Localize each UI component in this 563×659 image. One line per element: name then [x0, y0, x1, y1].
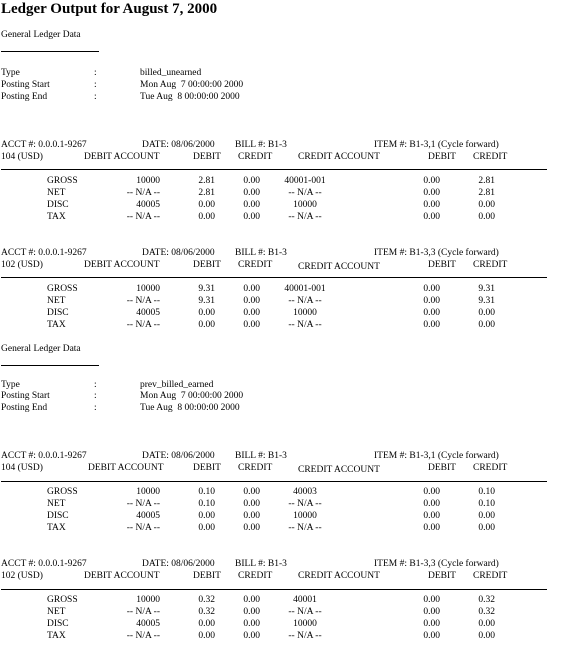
credit-cell: 0.00	[243, 631, 260, 641]
entry-type-cell: NET	[47, 499, 66, 509]
item-number: ITEM #: B1-3,1 (Cycle forward)	[374, 451, 499, 461]
debit-header: DEBIT	[193, 571, 221, 581]
posting-start-value: Mon Aug 7 00:00:00 2000	[140, 80, 244, 90]
colon: :	[94, 92, 97, 102]
account-number: ACCT #: 0.0.0.1-9267	[1, 140, 87, 150]
debit-cell: 0.00	[423, 595, 440, 605]
credit-cell: 0.00	[243, 523, 260, 533]
debit-account-cell: -- N/A --	[126, 188, 160, 198]
credit-cell: 0.00	[478, 212, 495, 222]
credit-header: CREDIT	[473, 152, 508, 162]
debit-cell: 0.00	[198, 308, 215, 318]
type-value: billed_unearned	[140, 68, 202, 78]
entry-date: DATE: 08/06/2000	[142, 248, 215, 258]
debit-account-cell: 10000	[136, 176, 160, 186]
debit-cell: 0.32	[198, 595, 215, 605]
type-label: Type	[1, 68, 20, 78]
debit-cell: 0.00	[423, 619, 440, 629]
entry-type-cell: DISC	[47, 511, 69, 521]
page-title: Ledger Output for August 7, 2000	[1, 1, 218, 17]
entry-type-cell: TAX	[47, 631, 66, 641]
item-number: ITEM #: B1-3,1 (Cycle forward)	[374, 140, 499, 150]
debit-account-cell: 40005	[136, 200, 160, 210]
posting-start-label: Posting Start	[1, 391, 50, 401]
colon: :	[94, 403, 97, 413]
debit-cell: 0.32	[198, 607, 215, 617]
credit-account-header: CREDIT ACCOUNT	[298, 152, 380, 162]
debit-account-cell: 40005	[136, 511, 160, 521]
credit-account-cell: 40001-001	[284, 284, 326, 294]
bill-number: BILL #: B1-3	[235, 451, 287, 461]
debit-account-cell: 40005	[136, 619, 160, 629]
credit-cell: 0.00	[243, 320, 260, 330]
credit-cell: 2.81	[478, 188, 495, 198]
account-number: ACCT #: 0.0.0.1-9267	[1, 559, 87, 569]
debit-cell: 0.00	[423, 308, 440, 318]
debit-account-cell: -- N/A --	[126, 212, 160, 222]
currency-code: 104 (USD)	[1, 152, 43, 162]
credit-cell: 0.00	[243, 511, 260, 521]
credit-header: CREDIT	[238, 571, 273, 581]
debit-cell: 2.81	[198, 176, 215, 186]
credit-account-cell: 40003	[293, 487, 317, 497]
debit-cell: 0.00	[423, 631, 440, 641]
entry-type-cell: GROSS	[47, 176, 78, 186]
credit-cell: 2.81	[478, 176, 495, 186]
debit-header: DEBIT	[428, 571, 456, 581]
credit-account-cell: 10000	[293, 308, 317, 318]
debit-cell: 0.00	[423, 320, 440, 330]
credit-account-cell: -- N/A --	[288, 296, 322, 306]
debit-account-header: DEBIT ACCOUNT	[88, 463, 164, 473]
credit-cell: 0.10	[478, 487, 495, 497]
credit-header: CREDIT	[238, 152, 273, 162]
debit-account-cell: 10000	[136, 487, 160, 497]
account-number: ACCT #: 0.0.0.1-9267	[1, 248, 87, 258]
debit-cell: 9.31	[198, 296, 215, 306]
credit-account-header: CREDIT ACCOUNT	[298, 465, 380, 475]
debit-account-cell: 10000	[136, 284, 160, 294]
entry-type-cell: TAX	[47, 212, 66, 222]
debit-cell: 0.00	[423, 523, 440, 533]
credit-cell: 0.00	[243, 595, 260, 605]
posting-end-label: Posting End	[1, 92, 48, 102]
debit-cell: 0.00	[198, 212, 215, 222]
credit-header: CREDIT	[473, 571, 508, 581]
debit-cell: 9.31	[198, 284, 215, 294]
credit-cell: 0.00	[243, 284, 260, 294]
debit-header: DEBIT	[428, 463, 456, 473]
credit-account-cell: 10000	[293, 200, 317, 210]
debit-account-header: DEBIT ACCOUNT	[84, 260, 160, 270]
credit-account-header: CREDIT ACCOUNT	[298, 262, 380, 272]
debit-cell: 0.00	[198, 511, 215, 521]
currency-code: 102 (USD)	[1, 571, 43, 581]
entry-type-cell: NET	[47, 188, 66, 198]
section-divider	[1, 365, 99, 366]
table-divider	[1, 589, 547, 590]
credit-cell: 0.00	[243, 188, 260, 198]
posting-end-value: Tue Aug 8 00:00:00 2000	[140, 403, 240, 413]
credit-account-cell: -- N/A --	[288, 499, 322, 509]
credit-cell: 0.10	[478, 499, 495, 509]
debit-account-cell: -- N/A --	[126, 523, 160, 533]
credit-account-header: CREDIT ACCOUNT	[298, 571, 380, 581]
credit-account-cell: 40001	[293, 595, 317, 605]
entry-type-cell: NET	[47, 607, 66, 617]
debit-cell: 0.00	[423, 607, 440, 617]
credit-cell: 9.31	[478, 296, 495, 306]
credit-cell: 0.00	[478, 320, 495, 330]
entry-date: DATE: 08/06/2000	[142, 140, 215, 150]
debit-cell: 0.00	[198, 523, 215, 533]
credit-cell: 0.00	[243, 296, 260, 306]
section-divider	[1, 51, 99, 52]
currency-code: 104 (USD)	[1, 463, 43, 473]
type-value: prev_billed_earned	[140, 380, 214, 390]
debit-account-cell: 40005	[136, 308, 160, 318]
debit-cell: 0.10	[198, 487, 215, 497]
entry-type-cell: TAX	[47, 523, 66, 533]
debit-account-cell: -- N/A --	[126, 296, 160, 306]
credit-account-cell: -- N/A --	[288, 607, 322, 617]
credit-cell: 0.00	[243, 200, 260, 210]
debit-cell: 0.00	[423, 188, 440, 198]
credit-header: CREDIT	[238, 260, 273, 270]
credit-cell: 0.32	[478, 595, 495, 605]
debit-cell: 0.00	[198, 631, 215, 641]
credit-cell: 0.00	[478, 619, 495, 629]
posting-end-value: Tue Aug 8 00:00:00 2000	[140, 92, 240, 102]
credit-cell: 0.00	[478, 631, 495, 641]
debit-account-header: DEBIT ACCOUNT	[84, 152, 160, 162]
debit-cell: 0.00	[423, 200, 440, 210]
debit-cell: 0.00	[423, 499, 440, 509]
entry-type-cell: NET	[47, 296, 66, 306]
debit-cell: 0.00	[198, 619, 215, 629]
entry-date: DATE: 08/06/2000	[142, 559, 215, 569]
credit-account-cell: 40001-001	[284, 176, 326, 186]
debit-cell: 0.00	[423, 296, 440, 306]
table-divider	[1, 169, 547, 170]
debit-account-cell: -- N/A --	[126, 631, 160, 641]
entry-type-cell: GROSS	[47, 284, 78, 294]
entry-type-cell: DISC	[47, 619, 69, 629]
credit-cell: 0.00	[478, 511, 495, 521]
debit-cell: 0.00	[423, 176, 440, 186]
credit-cell: 0.32	[478, 607, 495, 617]
credit-cell: 0.00	[243, 607, 260, 617]
entry-type-cell: DISC	[47, 200, 69, 210]
debit-account-header: DEBIT ACCOUNT	[84, 571, 160, 581]
debit-cell: 0.00	[198, 200, 215, 210]
debit-cell: 0.00	[423, 284, 440, 294]
colon: :	[94, 68, 97, 78]
debit-cell: 0.00	[423, 212, 440, 222]
credit-cell: 9.31	[478, 284, 495, 294]
entry-type-cell: TAX	[47, 320, 66, 330]
entry-type-cell: GROSS	[47, 487, 78, 497]
item-number: ITEM #: B1-3,3 (Cycle forward)	[374, 248, 499, 258]
bill-number: BILL #: B1-3	[235, 140, 287, 150]
credit-account-cell: 10000	[293, 511, 317, 521]
credit-cell: 0.00	[243, 176, 260, 186]
debit-cell: 2.81	[198, 188, 215, 198]
credit-header: CREDIT	[473, 260, 508, 270]
item-number: ITEM #: B1-3,3 (Cycle forward)	[374, 559, 499, 569]
credit-cell: 0.00	[478, 308, 495, 318]
posting-start-label: Posting Start	[1, 80, 50, 90]
debit-header: DEBIT	[193, 260, 221, 270]
posting-start-value: Mon Aug 7 00:00:00 2000	[140, 391, 244, 401]
credit-header: CREDIT	[238, 463, 273, 473]
debit-cell: 0.10	[198, 499, 215, 509]
credit-account-cell: -- N/A --	[288, 631, 322, 641]
account-number: ACCT #: 0.0.0.1-9267	[1, 451, 87, 461]
bill-number: BILL #: B1-3	[235, 248, 287, 258]
credit-account-cell: -- N/A --	[288, 212, 322, 222]
credit-cell: 0.00	[478, 200, 495, 210]
table-divider	[1, 481, 547, 482]
colon: :	[94, 380, 97, 390]
debit-account-cell: -- N/A --	[126, 607, 160, 617]
debit-account-cell: 10000	[136, 595, 160, 605]
credit-cell: 0.00	[243, 619, 260, 629]
credit-header: CREDIT	[473, 463, 508, 473]
debit-header: DEBIT	[428, 260, 456, 270]
currency-code: 102 (USD)	[1, 260, 43, 270]
credit-account-cell: -- N/A --	[288, 320, 322, 330]
entry-type-cell: GROSS	[47, 595, 78, 605]
section-heading: General Ledger Data	[1, 344, 81, 354]
debit-account-cell: -- N/A --	[126, 320, 160, 330]
entry-date: DATE: 08/06/2000	[142, 451, 215, 461]
credit-cell: 0.00	[243, 487, 260, 497]
type-label: Type	[1, 380, 20, 390]
debit-cell: 0.00	[423, 487, 440, 497]
colon: :	[94, 391, 97, 401]
debit-cell: 0.00	[423, 511, 440, 521]
posting-end-label: Posting End	[1, 403, 48, 413]
credit-account-cell: 10000	[293, 619, 317, 629]
section-heading: General Ledger Data	[1, 30, 81, 40]
credit-cell: 0.00	[478, 523, 495, 533]
credit-cell: 0.00	[243, 308, 260, 318]
table-divider	[1, 277, 547, 278]
debit-account-cell: -- N/A --	[126, 499, 160, 509]
debit-header: DEBIT	[193, 152, 221, 162]
colon: :	[94, 80, 97, 90]
debit-header: DEBIT	[428, 152, 456, 162]
debit-cell: 0.00	[198, 320, 215, 330]
bill-number: BILL #: B1-3	[235, 559, 287, 569]
entry-type-cell: DISC	[47, 308, 69, 318]
credit-cell: 0.00	[243, 212, 260, 222]
credit-cell: 0.00	[243, 499, 260, 509]
credit-account-cell: -- N/A --	[288, 188, 322, 198]
credit-account-cell: -- N/A --	[288, 523, 322, 533]
debit-header: DEBIT	[193, 463, 221, 473]
